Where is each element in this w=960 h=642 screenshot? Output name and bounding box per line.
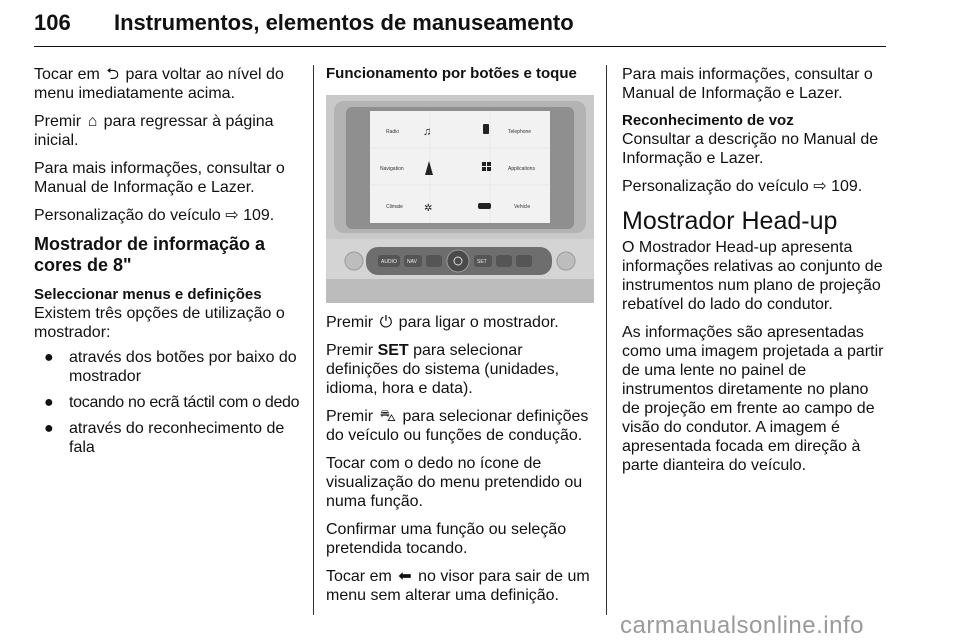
paragraph-hud-detail: As informações são apresentadas como uma imagem projetada a partir de uma lente no painel de instrumentos diretamente no plano de projeção em frente ao campo de visão do condutor. A imagem é apresentada focada em direção à parte dianteira do veículo. — [622, 324, 884, 474]
paragraph-personalization: Personalização do veículo ⇨ 109. — [34, 207, 275, 224]
screen-label-navigation: Navigation — [380, 166, 404, 172]
climate-fan-icon: ✲ — [424, 203, 433, 214]
back-arrow-icon: ⮌ — [106, 66, 120, 83]
options-list — [34, 348, 300, 457]
left-knob — [345, 252, 363, 270]
column-left — [34, 65, 300, 464]
paragraph-confirm: Confirmar uma função ou seleção pretendida tocando. — [326, 521, 567, 557]
svg-text:SET: SET — [477, 259, 487, 265]
left-arrow-icon: ⬅ — [398, 568, 412, 585]
infotainment-figure — [326, 95, 594, 303]
paragraph-hud-intro: O Mostrador Head-up apresenta informações relativas ao conjunto de instrumentos num plano de projeção rebatível do lado do condutor. — [622, 239, 883, 313]
home-icon: ⌂ — [87, 113, 98, 130]
page-title: Instrumentos, elementos de manuseamento — [114, 10, 574, 35]
section-heading-head-up: Mostrador Head-up — [622, 207, 838, 235]
phone-button — [426, 255, 442, 267]
column-right — [622, 65, 888, 484]
subheading-select-menus: Seleccionar menus e definições — [34, 286, 262, 303]
vehicle-icon — [478, 203, 491, 209]
paragraph-voice: Consultar a descrição no Manual de Informação e Lazer. — [622, 131, 879, 167]
music-note-icon: ♫ — [423, 126, 432, 138]
set-label: SET — [377, 342, 409, 359]
paragraph-vehicle-settings: Premir ⛍ para selecionar definições do veículo ou funções de condução. — [326, 408, 589, 444]
vehicle-button — [516, 255, 532, 267]
page-reference: 109. — [243, 207, 275, 224]
paragraph-personalization: Personalização do veículo ⇨ 109. — [622, 178, 863, 195]
svg-text:NAV: NAV — [407, 259, 417, 265]
page-number: 106 — [34, 10, 71, 35]
screen-label-telephone: Telephone — [508, 129, 532, 135]
watermark: carmanualsonline.info — [620, 612, 864, 639]
paragraph-info: Para mais informações, consultar o Manual de Informação e Lazer. — [622, 66, 873, 102]
reference-arrow-icon: ⇨ — [225, 207, 239, 224]
paragraph-set: Premir SET para selecionar definições do sistema (unidades, idioma, hora e data). — [326, 342, 560, 397]
subheading-voice-recognition: Reconhecimento de voz — [622, 112, 794, 129]
paragraph-back: Tocar em ⮌ para voltar ao nível do menu imediatamente acima. — [34, 66, 284, 102]
screen-label-applications: Applications — [508, 166, 535, 172]
paragraph-intro: Existem três opções de utilização o mostrador: — [34, 305, 285, 341]
screen-label-vehicle: Vehicle — [514, 204, 531, 210]
paragraph-touch: Tocar com o dedo no ícone de visualização do menu pretendido ou numa função. — [326, 455, 583, 510]
right-knob — [557, 252, 575, 270]
section-heading-buttons: Funcionamento por botões e toque — [326, 65, 577, 82]
section-heading-display: Mostrador de informação a cores de 8" — [34, 234, 266, 275]
applications-icon — [482, 162, 486, 166]
column-middle — [326, 65, 594, 614]
power-knob — [447, 250, 469, 272]
column-divider — [313, 65, 314, 615]
page-header — [34, 0, 886, 47]
svg-text:AUDIO: AUDIO — [381, 259, 397, 265]
paragraph-home: Premir ⌂ para regressar à página inicial. — [34, 113, 274, 149]
list-item: ● através do reconhecimento de fala — [44, 420, 285, 456]
list-item: ● tocando no ecrã táctil com o dedo — [44, 394, 300, 411]
bullet-icon: ● — [44, 349, 54, 366]
list-item: ● através dos botões por baixo do mostrador — [44, 349, 297, 385]
screen-label-climate: Climate — [386, 204, 403, 210]
infotainment-illustration — [326, 95, 594, 303]
settings-button — [496, 255, 512, 267]
car-icon: ⛍ — [379, 408, 397, 425]
reference-arrow-icon: ⇨ — [813, 178, 827, 195]
page-reference: 109. — [831, 178, 863, 195]
column-divider — [606, 65, 607, 615]
power-icon: ⏻ — [379, 314, 393, 331]
bullet-icon: ● — [44, 394, 54, 411]
bullet-icon: ● — [44, 420, 54, 437]
paragraph-info: Para mais informações, consultar o Manual de Informação e Lazer. — [34, 160, 285, 196]
screen-label-radio: Radio — [386, 129, 400, 135]
phone-icon — [483, 124, 489, 134]
paragraph-exit: Tocar em ⬅ no visor para sair de um menu sem alterar uma definição. — [326, 568, 590, 604]
paragraph-power: Premir ⏻ para ligar o mostrador. — [326, 314, 559, 331]
